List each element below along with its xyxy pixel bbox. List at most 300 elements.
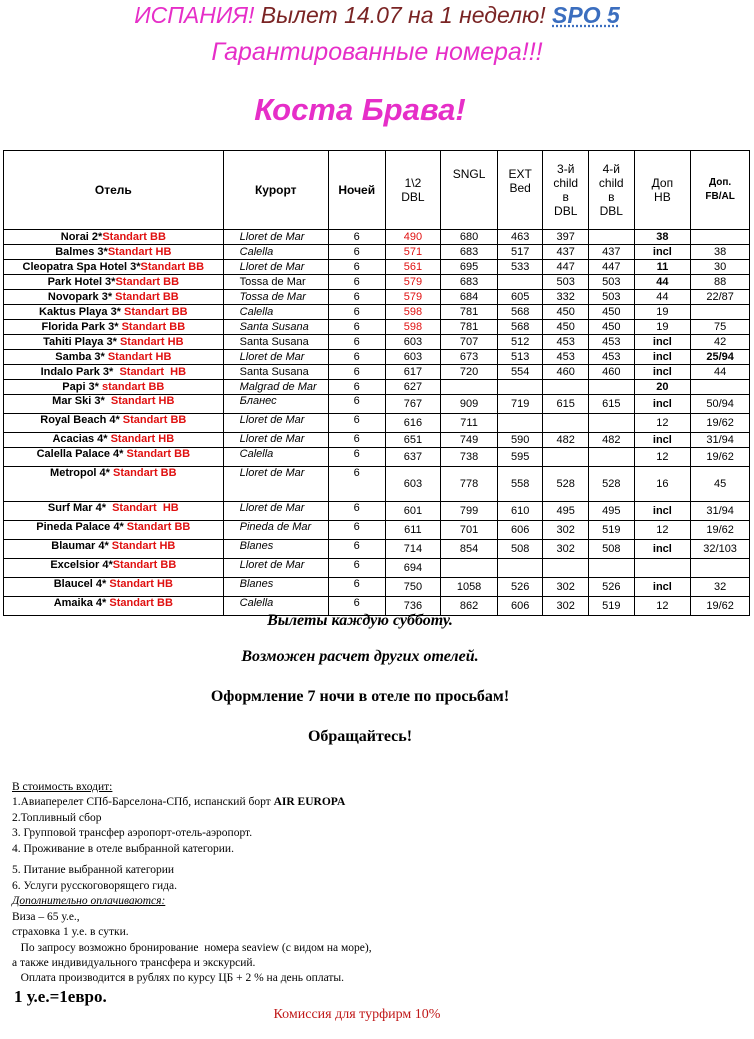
hotel-name: Acacias 4* xyxy=(52,433,108,445)
resort-cell: Malgrad de Mar xyxy=(223,380,328,395)
room-category: Standart HB xyxy=(105,502,179,514)
ext-bed-price-cell: 590 xyxy=(497,433,543,448)
sngl-price-cell: 781 xyxy=(441,305,498,320)
child3-price-cell: 482 xyxy=(543,433,589,448)
resort-cell: Blanes xyxy=(223,540,328,559)
ext-bed-price-cell: 517 xyxy=(497,245,543,260)
child3-price-cell xyxy=(543,380,589,395)
table-row xyxy=(4,230,750,245)
room-category: standart BB xyxy=(98,380,165,393)
child3-price-cell: 450 xyxy=(543,305,589,320)
hotel-name: Excelsior 4* xyxy=(50,559,113,571)
ext-bed-price-cell xyxy=(497,559,543,578)
fb-price-cell xyxy=(691,559,750,578)
hotel-name: Blaucel 4* xyxy=(53,578,107,590)
hb-price-cell: 12 xyxy=(634,597,691,616)
hotel-cell xyxy=(4,230,224,245)
fb-price-cell: 30 xyxy=(691,260,750,275)
table-row xyxy=(4,290,750,305)
child3-price-cell: 453 xyxy=(543,335,589,350)
nights-cell: 6 xyxy=(328,305,385,320)
included-item-3: 3. Групповой трансфер аэропорт-отель-аэропорт. xyxy=(12,827,253,839)
fb-price-cell: 31/94 xyxy=(691,433,750,448)
fb-price-cell xyxy=(691,380,750,395)
resort-cell: Calella xyxy=(223,305,328,320)
hotel-name: Samba 3* xyxy=(55,350,105,363)
fb-price-cell: 31/94 xyxy=(691,502,750,521)
hotel-name: Amaika 4* xyxy=(53,597,107,609)
fb-price-cell xyxy=(691,230,750,245)
nights-cell: 6 xyxy=(328,380,385,395)
nights-cell: 6 xyxy=(328,597,385,616)
dbl-price-cell: 694 xyxy=(385,559,441,578)
country-label: ИСПАНИЯ! xyxy=(134,2,255,28)
nights-cell: 6 xyxy=(328,350,385,365)
fb-price-cell: 19/62 xyxy=(691,597,750,616)
nights-cell: 6 xyxy=(328,433,385,448)
child4-price-cell: 503 xyxy=(589,290,635,305)
hotel-cell xyxy=(4,540,224,559)
nights-cell: 6 xyxy=(328,467,385,502)
nights-cell: 6 xyxy=(328,245,385,260)
hotel-name: Calella Palace 4* xyxy=(36,448,124,460)
hotel-name: Park Hotel 3* xyxy=(47,275,116,288)
room-category: Standart HB xyxy=(107,245,172,258)
room-category: Standart BB xyxy=(115,275,180,288)
hb-price-cell: 16 xyxy=(634,467,691,502)
sngl-price-cell: 695 xyxy=(441,260,498,275)
hotel-cell xyxy=(4,448,224,467)
dbl-price-cell: 767 xyxy=(385,395,441,414)
nights-cell: 6 xyxy=(328,230,385,245)
resort-cell: Tossa de Mar xyxy=(223,275,328,290)
room-category: Standart BB xyxy=(109,467,177,479)
extra-individual: а также индивидуального трансфера и экскурсий. xyxy=(12,957,256,969)
hb-price-cell: 38 xyxy=(634,230,691,245)
child4-price-cell: 508 xyxy=(589,540,635,559)
table-row xyxy=(4,305,750,320)
child3-price-cell: 615 xyxy=(543,395,589,414)
table-row xyxy=(4,433,750,448)
child4-price-cell: 495 xyxy=(589,502,635,521)
sngl-price-cell: 1058 xyxy=(441,578,498,597)
ext-bed-price-cell xyxy=(497,275,543,290)
hotel-cell xyxy=(4,290,224,305)
sngl-price-cell: 707 xyxy=(441,335,498,350)
child4-price-cell: 519 xyxy=(589,597,635,616)
fb-price-cell: 50/94 xyxy=(691,395,750,414)
resort-cell: Lloret de Mar xyxy=(223,260,328,275)
dbl-price-cell: 603 xyxy=(385,335,441,350)
child4-price-cell: 453 xyxy=(589,335,635,350)
hotel-name: Cleopatra Spa Hotel 3* xyxy=(22,260,141,273)
hb-price-cell: 11 xyxy=(634,260,691,275)
ext-bed-price-cell: 568 xyxy=(497,305,543,320)
fb-price-cell: 19/62 xyxy=(691,414,750,433)
dbl-price-cell: 598 xyxy=(385,320,441,335)
col-child4: 4-й child в DBL xyxy=(589,151,635,230)
hotel-name: Pineda Palace 4* xyxy=(36,521,124,533)
room-category: Standart BB xyxy=(120,305,188,318)
ext-bed-price-cell: 605 xyxy=(497,290,543,305)
hb-price-cell: incl xyxy=(634,365,691,380)
dbl-price-cell: 603 xyxy=(385,467,441,502)
region-title: Коста Брава! xyxy=(254,92,466,127)
child3-price-cell xyxy=(543,414,589,433)
dbl-price-cell: 616 xyxy=(385,414,441,433)
hotel-cell xyxy=(4,350,224,365)
child3-price-cell: 460 xyxy=(543,365,589,380)
child3-price-cell xyxy=(543,559,589,578)
table-row xyxy=(4,540,750,559)
hotel-cell xyxy=(4,395,224,414)
room-category: Standart HB xyxy=(106,578,173,590)
guaranteed-rooms-label: Гарантированные номера!!! xyxy=(211,38,543,66)
child4-price-cell: 615 xyxy=(589,395,635,414)
spo-link[interactable]: SPO 5 xyxy=(552,2,620,28)
resort-cell: Calella xyxy=(223,597,328,616)
room-category: Standart BB xyxy=(106,597,173,609)
col-sngl: SNGL xyxy=(441,151,498,230)
col-hotel: Отель xyxy=(4,151,224,230)
hotel-name: Mar Ski 3* xyxy=(52,395,105,407)
table-row xyxy=(4,260,750,275)
dbl-price-cell: 736 xyxy=(385,597,441,616)
dbl-price-cell: 603 xyxy=(385,350,441,365)
ext-bed-price-cell: 463 xyxy=(497,230,543,245)
col-resort: Курорт xyxy=(223,151,328,230)
nights-cell: 6 xyxy=(328,521,385,540)
sngl-price-cell: 909 xyxy=(441,395,498,414)
ext-bed-price-cell: 513 xyxy=(497,350,543,365)
table-row xyxy=(4,335,750,350)
child3-price-cell: 453 xyxy=(543,350,589,365)
ext-bed-price-cell: 533 xyxy=(497,260,543,275)
hotel-name: Norai 2* xyxy=(60,230,103,243)
hotel-name: Balmes 3* xyxy=(55,245,108,258)
table-row xyxy=(4,395,750,414)
child3-price-cell: 447 xyxy=(543,260,589,275)
included-item-6: 6. Услуги русскоговорящего гида. xyxy=(12,880,177,892)
sngl-price-cell: 683 xyxy=(441,245,498,260)
dbl-price-cell: 637 xyxy=(385,448,441,467)
hb-price-cell: 44 xyxy=(634,290,691,305)
hotel-cell xyxy=(4,578,224,597)
fb-price-cell: 25/94 xyxy=(691,350,750,365)
hotel-cell xyxy=(4,467,224,502)
child4-price-cell xyxy=(589,448,635,467)
dbl-price-cell: 598 xyxy=(385,305,441,320)
child4-price-cell: 460 xyxy=(589,365,635,380)
child4-price-cell: 453 xyxy=(589,350,635,365)
nights-cell: 6 xyxy=(328,578,385,597)
resort-cell: Lloret de Mar xyxy=(223,502,328,521)
sngl-price-cell: 749 xyxy=(441,433,498,448)
sngl-price-cell xyxy=(441,380,498,395)
extra-visa: Виза – 65 у.е., xyxy=(12,911,80,923)
fb-price-cell: 22/87 xyxy=(691,290,750,305)
resort-cell: Pineda de Mar xyxy=(223,521,328,540)
dbl-price-cell: 571 xyxy=(385,245,441,260)
extra-seaview: По запросу возможно бронирование номера seaview (с видом на море), xyxy=(12,942,372,954)
resort-cell: Tossa de Mar xyxy=(223,290,328,305)
child4-price-cell: 447 xyxy=(589,260,635,275)
dbl-price-cell: 611 xyxy=(385,521,441,540)
extra-payment: Оплата производится в рублях по курсу ЦБ + 2 % на день оплаты. xyxy=(12,972,345,984)
room-category: Standart HB xyxy=(113,365,187,378)
dbl-price-cell: 579 xyxy=(385,275,441,290)
hb-price-cell: 19 xyxy=(634,305,691,320)
nights-cell: 6 xyxy=(328,502,385,521)
ext-bed-price-cell: 606 xyxy=(497,521,543,540)
child4-price-cell: 450 xyxy=(589,305,635,320)
nights-cell: 6 xyxy=(328,395,385,414)
ext-bed-price-cell: 610 xyxy=(497,502,543,521)
every-saturday-message: Вылеты каждую субботу. xyxy=(267,612,453,629)
hotel-cell xyxy=(4,365,224,380)
fb-price-cell: 32 xyxy=(691,578,750,597)
ext-bed-price-cell: 526 xyxy=(497,578,543,597)
sngl-price-cell: 854 xyxy=(441,540,498,559)
fb-price-cell xyxy=(691,305,750,320)
fb-price-cell: 38 xyxy=(691,245,750,260)
hotel-name: Metropol 4* xyxy=(50,467,110,479)
table-row xyxy=(4,350,750,365)
col-hb: Доп HB xyxy=(634,151,691,230)
extra-heading: Дополнительно оплачиваются: xyxy=(12,895,166,907)
nights-cell: 6 xyxy=(328,260,385,275)
child4-price-cell: 450 xyxy=(589,320,635,335)
included-item-2: 2.Топливный сбор xyxy=(12,812,102,824)
child3-price-cell: 332 xyxy=(543,290,589,305)
ext-bed-price-cell: 512 xyxy=(497,335,543,350)
fb-price-cell: 19/62 xyxy=(691,521,750,540)
room-category: Standart HB xyxy=(107,433,175,445)
table-row xyxy=(4,365,750,380)
table-row xyxy=(4,275,750,290)
hotel-name: Royal Beach 4* xyxy=(40,414,120,426)
table-row xyxy=(4,448,750,467)
ext-bed-price-cell xyxy=(497,380,543,395)
hb-price-cell: 20 xyxy=(634,380,691,395)
resort-cell: Lloret de Mar xyxy=(223,467,328,502)
col-child3: 3-й child в DBL xyxy=(543,151,589,230)
header-title-line xyxy=(0,2,754,29)
room-category: Standart BB xyxy=(140,260,205,273)
nights-cell: 6 xyxy=(328,540,385,559)
contact-message: Обращайтесь! xyxy=(307,728,413,745)
hotel-cell xyxy=(4,245,224,260)
col-dbl: 1\2 DBL xyxy=(385,151,441,230)
dbl-price-cell: 651 xyxy=(385,433,441,448)
hotel-name: Kaktus Playa 3* xyxy=(39,305,121,318)
sngl-price-cell: 738 xyxy=(441,448,498,467)
child4-price-cell: 503 xyxy=(589,275,635,290)
col-ext-bed: EXT Bed xyxy=(497,151,543,230)
resort-cell: Calella xyxy=(223,245,328,260)
fb-price-cell: 44 xyxy=(691,365,750,380)
included-item-5: 5. Питание выбранной категории xyxy=(12,864,175,876)
sngl-price-cell: 778 xyxy=(441,467,498,502)
hb-price-cell: 12 xyxy=(634,448,691,467)
dbl-price-cell: 750 xyxy=(385,578,441,597)
hb-price-cell: incl xyxy=(634,335,691,350)
fb-price-cell: 45 xyxy=(691,467,750,502)
dbl-price-cell: 714 xyxy=(385,540,441,559)
dbl-price-cell: 627 xyxy=(385,380,441,395)
table-row xyxy=(4,502,750,521)
seven-nights-message: Оформление 7 ночи в отеле по просьбам! xyxy=(210,688,510,705)
hb-price-cell: incl xyxy=(634,395,691,414)
sngl-price-cell: 680 xyxy=(441,230,498,245)
sngl-price-cell: 862 xyxy=(441,597,498,616)
fb-price-cell: 88 xyxy=(691,275,750,290)
table-header-row xyxy=(4,151,750,230)
ext-bed-price-cell: 508 xyxy=(497,540,543,559)
resort-cell: Lloret de Mar xyxy=(223,350,328,365)
departure-label: Вылет 14.07 на 1 неделю! xyxy=(254,2,553,28)
hotel-cell xyxy=(4,521,224,540)
child3-price-cell: 450 xyxy=(543,320,589,335)
ext-bed-price-cell: 558 xyxy=(497,467,543,502)
table-row xyxy=(4,414,750,433)
hotel-cell xyxy=(4,380,224,395)
hb-price-cell: 44 xyxy=(634,275,691,290)
fb-price-cell: 42 xyxy=(691,335,750,350)
dbl-price-cell: 579 xyxy=(385,290,441,305)
nights-cell: 6 xyxy=(328,414,385,433)
other-hotels-message: Возможен расчет других отелей. xyxy=(241,648,479,665)
child3-price-cell: 503 xyxy=(543,275,589,290)
child3-price-cell: 437 xyxy=(543,245,589,260)
hotel-price-table xyxy=(3,150,750,616)
hotel-name: Novopark 3* xyxy=(47,290,113,303)
child4-price-cell: 528 xyxy=(589,467,635,502)
room-category: Standart BB xyxy=(112,290,179,303)
fb-price-cell: 32/103 xyxy=(691,540,750,559)
child3-price-cell: 302 xyxy=(543,521,589,540)
child3-price-cell: 397 xyxy=(543,230,589,245)
ext-bed-price-cell xyxy=(497,414,543,433)
ext-bed-price-cell: 568 xyxy=(497,320,543,335)
child3-price-cell xyxy=(543,448,589,467)
fb-price-cell: 75 xyxy=(691,320,750,335)
nights-cell: 6 xyxy=(328,335,385,350)
child4-price-cell: 526 xyxy=(589,578,635,597)
commission-note: Комиссия для турфирм 10% xyxy=(273,1007,441,1022)
room-category: Standart BB xyxy=(112,559,177,571)
sngl-price-cell: 711 xyxy=(441,414,498,433)
hotel-name: Blaumar 4* xyxy=(51,540,109,552)
nights-cell: 6 xyxy=(328,275,385,290)
hb-price-cell xyxy=(634,559,691,578)
table-row xyxy=(4,467,750,502)
ext-bed-price-cell: 554 xyxy=(497,365,543,380)
child4-price-cell xyxy=(589,559,635,578)
room-category: Standart BB xyxy=(123,448,191,460)
child3-price-cell: 528 xyxy=(543,467,589,502)
table-row xyxy=(4,380,750,395)
room-category: Standart HB xyxy=(108,540,176,552)
hotel-cell xyxy=(4,275,224,290)
child3-price-cell: 302 xyxy=(543,540,589,559)
nights-cell: 6 xyxy=(328,448,385,467)
hotel-cell xyxy=(4,260,224,275)
resort-cell: Calella xyxy=(223,448,328,467)
hotel-cell xyxy=(4,502,224,521)
resort-cell: Blanes xyxy=(223,578,328,597)
table-row xyxy=(4,521,750,540)
room-category: Standart BB xyxy=(123,521,191,533)
ext-bed-price-cell: 595 xyxy=(497,448,543,467)
included-item-4: 4. Проживание в отеле выбранной категории. xyxy=(12,843,234,855)
nights-cell: 6 xyxy=(328,559,385,578)
dbl-price-cell: 617 xyxy=(385,365,441,380)
hotel-cell xyxy=(4,433,224,448)
col-fb: Доп. FB/AL xyxy=(691,151,750,230)
nights-cell: 6 xyxy=(328,365,385,380)
fb-price-cell: 19/62 xyxy=(691,448,750,467)
sngl-price-cell: 701 xyxy=(441,521,498,540)
hotel-cell xyxy=(4,320,224,335)
extra-insurance: страховка 1 у.е. в сутки. xyxy=(12,926,129,938)
hb-price-cell: 12 xyxy=(634,521,691,540)
sngl-price-cell: 673 xyxy=(441,350,498,365)
hb-price-cell: incl xyxy=(634,540,691,559)
hotel-cell xyxy=(4,559,224,578)
sngl-price-cell: 799 xyxy=(441,502,498,521)
child4-price-cell xyxy=(589,230,635,245)
dbl-price-cell: 561 xyxy=(385,260,441,275)
hb-price-cell: incl xyxy=(634,350,691,365)
col-nights: Ночей xyxy=(328,151,385,230)
table-row xyxy=(4,578,750,597)
room-category: Standart HB xyxy=(116,335,184,348)
sngl-price-cell: 720 xyxy=(441,365,498,380)
hotel-cell xyxy=(4,335,224,350)
resort-cell: Lloret de Mar xyxy=(223,559,328,578)
hotel-name: Surf Mar 4* xyxy=(47,502,106,514)
hotel-name: Florida Park 3* xyxy=(41,320,119,333)
dbl-price-cell: 490 xyxy=(385,230,441,245)
hb-price-cell: incl xyxy=(634,433,691,448)
hotel-name: Papi 3* xyxy=(62,380,99,393)
hb-price-cell: incl xyxy=(634,578,691,597)
sngl-price-cell: 781 xyxy=(441,320,498,335)
resort-cell: Lloret de Mar xyxy=(223,230,328,245)
room-category: Standart BB xyxy=(119,414,187,426)
dbl-price-cell: 601 xyxy=(385,502,441,521)
child3-price-cell: 302 xyxy=(543,597,589,616)
nights-cell: 6 xyxy=(328,290,385,305)
room-category: Standart HB xyxy=(104,350,172,363)
child3-price-cell: 302 xyxy=(543,578,589,597)
child4-price-cell xyxy=(589,414,635,433)
hb-price-cell: 19 xyxy=(634,320,691,335)
resort-cell: Santa Susana xyxy=(223,320,328,335)
sngl-price-cell xyxy=(441,559,498,578)
hb-price-cell: incl xyxy=(634,245,691,260)
hotel-cell xyxy=(4,414,224,433)
hotel-name: Tahiti Playa 3* xyxy=(43,335,117,348)
hb-price-cell: incl xyxy=(634,502,691,521)
ext-bed-price-cell: 606 xyxy=(497,597,543,616)
room-category: Standart HB xyxy=(104,395,175,407)
hotel-cell xyxy=(4,305,224,320)
child4-price-cell: 482 xyxy=(589,433,635,448)
resort-cell: Lloret de Mar xyxy=(223,414,328,433)
included-item-1: 1.Авиаперелет СПб-Барселона-СПб, испанский борт AIR EUROPA xyxy=(12,796,346,808)
